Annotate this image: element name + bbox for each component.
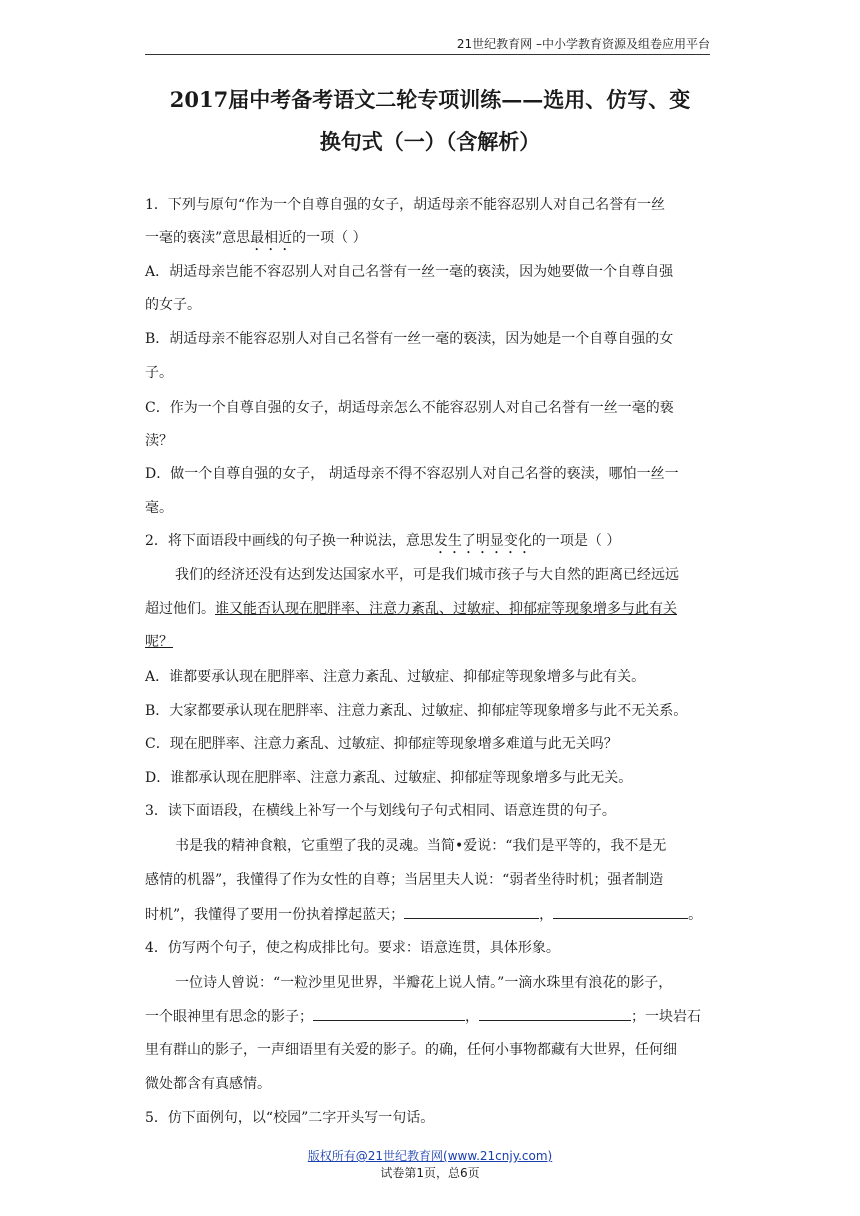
page-number: 试卷第1页，总6页: [380, 1166, 480, 1180]
q2-passage-text: 超过他们。: [145, 601, 215, 617]
q4-passage-text: 一个眼神里有思念的影子；: [145, 1009, 313, 1025]
q3-passage-line2: 感情的机器”，我懂得了作为女性的自尊；当居里夫人说：“弱者坐待时机；强者制造: [145, 872, 664, 888]
q1-emphasis-text: 最相近: [250, 230, 293, 246]
q1-stem-text: 一毫的亵渎”意思: [145, 230, 251, 246]
q5-stem: 5．仿下面例句，以“校园”二字开头写一句话。: [145, 1110, 435, 1126]
q4-answer-blank-2[interactable]: [479, 1006, 631, 1021]
q2-underlined-sentence-end: 呢？: [145, 634, 173, 650]
q3-passage-text: 时机”，我懂得了要用一份执着撑起蓝天；: [145, 907, 405, 923]
q2-option-a: A．谁都要承认现在肥胖率、注意力紊乱、过敏症、抑郁症等现象增多与此有关。: [145, 669, 646, 685]
q1-option-b-line1: B．胡适母亲不能容忍别人对自己名誉有一丝一毫的亵渎，因为她是一个自尊自强的女: [145, 331, 674, 347]
q2-option-c: C．现在肥胖率、注意力紊乱、过敏症、抑郁症等现象增多难道与此无关吗？: [145, 736, 618, 752]
q3-passage-line3: [145, 904, 725, 925]
q2-stem-text: 2．将下面语段中画线的句子换一种说法，意思: [145, 533, 434, 549]
q1-option-d-line1: D．做一个自尊自强的女子， 胡适母亲不得不容忍别人对自己名誉的亵渎，哪怕一丝一: [145, 466, 679, 482]
q1-option-a-line1: A．胡适母亲岂能不容忍别人对自己名誉有一丝一毫的亵渎，因为她要做一个自尊自强: [145, 264, 674, 280]
page-header: [145, 36, 710, 55]
q3-period: 。: [688, 907, 703, 923]
q4-passage-line4: 微处都含有真感情。: [145, 1076, 271, 1092]
q1-option-b-line2: 子。: [145, 365, 173, 381]
q4-comma: ，: [465, 1009, 479, 1025]
q4-passage-line2: [145, 1006, 725, 1027]
header-site-name: 21世纪教育网 –中小学教育资源及组卷应用平台: [456, 37, 710, 51]
q1-stem-paren: 的一项（ ）: [292, 230, 367, 246]
q1-stem-line2: [145, 228, 725, 254]
q1-option-c-line2: 渎？: [145, 433, 173, 449]
q2-option-d: D．谁都承认现在肥胖率、注意力紊乱、过敏症、抑郁症等现象增多与此无关。: [145, 770, 633, 786]
q2-emphasis-text: 发生了明显变化: [433, 533, 532, 549]
q3-comma: ，: [539, 907, 554, 923]
q3-stem: 3．读下面语段，在横线上补写一个与划线句子句式相同、语意连贯的句子。: [145, 803, 616, 819]
q2-passage-line1: 我们的经济还没有达到发达国家水平，可是我们城市孩子与大自然的距离已经远远: [175, 567, 679, 583]
document-title-line1: 2017届中考备考语文二轮专项训练——选用、仿写、变: [169, 87, 691, 112]
q2-option-b: B．大家都要承认现在肥胖率、注意力紊乱、过敏症、抑郁症等现象增多与此不无关系。: [145, 703, 688, 719]
q2-stem-paren: 的一项是（ ）: [531, 533, 621, 549]
q3-answer-blank-2[interactable]: [553, 904, 688, 919]
q4-stem: 4．仿写两个句子，使之构成排比句。要求：语意连贯，具体形象。: [145, 940, 560, 956]
q2-underlined-sentence: 谁又能否认现在肥胖率、注意力紊乱、过敏症、抑郁症等现象增多与此有关: [215, 601, 677, 617]
q1-stem-line1: 1．下列与原句“作为一个自尊自强的女子，胡适母亲不能容忍别人对自己名誉有一丝: [145, 197, 666, 213]
q4-passage-text-2: ；一块岩石: [631, 1009, 701, 1025]
q4-passage-line1: 一位诗人曾说：“一粒沙里见世界，半瓣花上说人情。”一滴水珠里有浪花的影子，: [175, 975, 673, 991]
q4-passage-line3: 里有群山的影子，一声细语里有关爱的影子。的确，任何小事物都藏有大世界，任何细: [145, 1042, 677, 1058]
q4-answer-blank-1[interactable]: [313, 1006, 465, 1021]
q1-option-d-line2: 毫。: [145, 500, 173, 516]
copyright-link[interactable]: 版权所有@21世纪教育网(www.21cnjy.com): [307, 1149, 553, 1163]
q3-passage-line1: 书是我的精神食粮，它重塑了我的灵魂。当简•爱说：“我们是平等的，我不是无: [175, 838, 667, 854]
document-title-line2: 换句式（一）（含解析）: [319, 129, 541, 154]
q1-option-a-line2: 的女子。: [145, 297, 201, 313]
q2-passage-line3: [145, 632, 725, 652]
q2-passage-line2: [145, 599, 725, 619]
q1-option-c-line1: C．作为一个自尊自强的女子，胡适母亲怎么不能容忍别人对自己名誉有一丝一毫的亵: [145, 400, 674, 416]
q3-answer-blank-1[interactable]: [404, 904, 539, 919]
q2-stem: [145, 531, 725, 557]
